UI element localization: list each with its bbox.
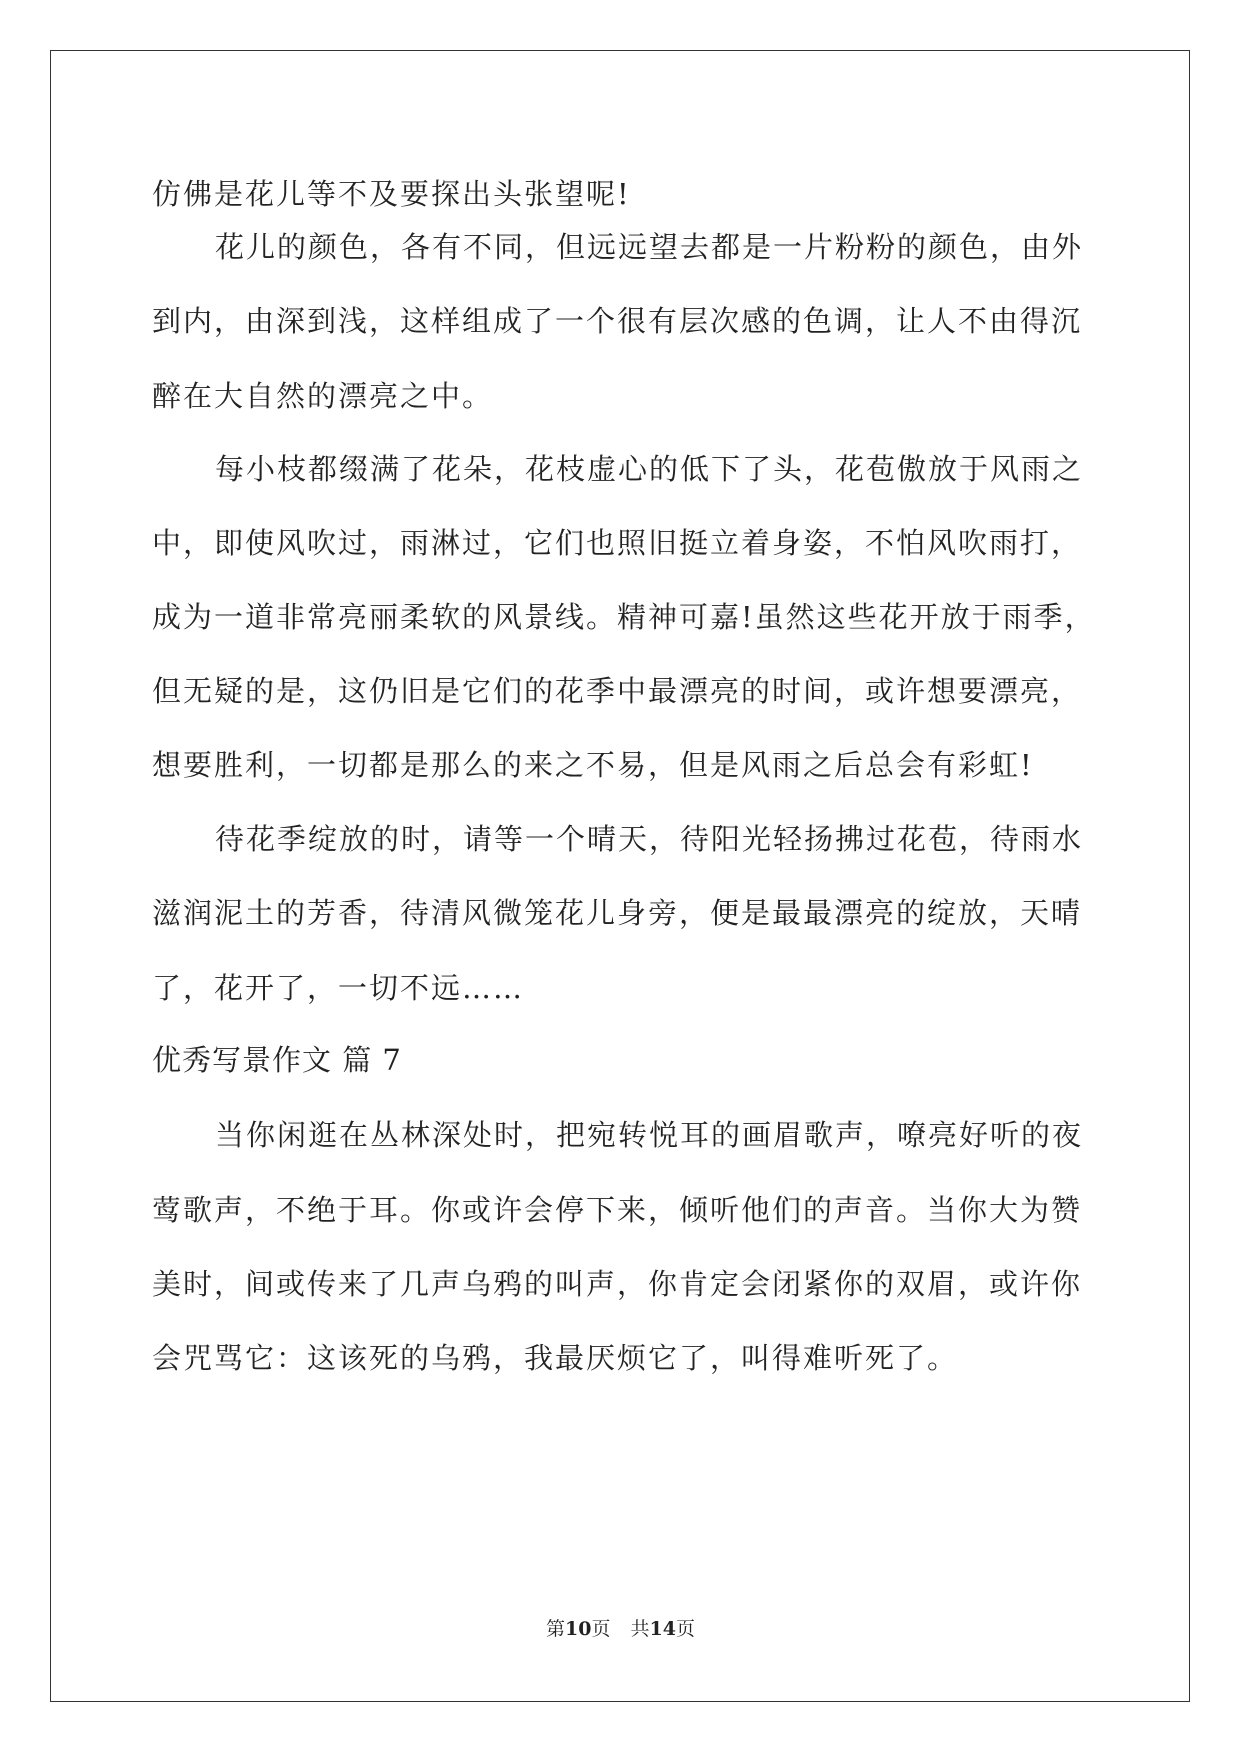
paragraph-line: 花儿的颜色，各有不同，但远远望去都是一片粉粉的颜色，由外 bbox=[215, 230, 1084, 264]
paragraph-line: 了，花开了，一切不远…… bbox=[152, 971, 525, 1005]
paragraph-line: 美时，间或传来了几声乌鸦的叫声，你肯定会闭紧你的双眉，或许你 bbox=[152, 1267, 1083, 1301]
paragraph-line: 但无疑的是，这仍旧是它们的花季中最漂亮的时间，或许想要漂亮， bbox=[152, 674, 1083, 708]
footer-total-suffix: 页 bbox=[675, 1618, 695, 1640]
paragraph-line: 到内，由深到浅，这样组成了一个很有层次感的色调，让人不由得沉 bbox=[152, 304, 1083, 338]
footer-page-suffix: 页 bbox=[591, 1618, 611, 1640]
page-footer bbox=[0, 1617, 1241, 1641]
paragraph-line: 待花季绽放的时，请等一个晴天，待阳光轻扬拂过花苞，待雨水 bbox=[215, 822, 1084, 856]
paragraph-line: 每小枝都缀满了花朵，花枝虚心的低下了头，花苞傲放于风雨之 bbox=[215, 452, 1084, 486]
paragraph-line: 当你闲逛在丛林深处时，把宛转悦耳的画眉歌声，嘹亮好听的夜 bbox=[215, 1118, 1084, 1152]
paragraph-line: 仿佛是花儿等不及要探出头张望呢! bbox=[152, 177, 631, 211]
paragraph-line: 会咒骂它：这该死的乌鸦，我最厌烦它了，叫得难听死了。 bbox=[152, 1341, 959, 1375]
footer-current-page: 10 bbox=[565, 1618, 592, 1640]
paragraph-line: 成为一道非常亮丽柔软的风景线。精神可嘉!虽然这些花开放于雨季， bbox=[152, 600, 1096, 634]
footer-total-pages: 14 bbox=[649, 1618, 676, 1640]
paragraph-line: 想要胜利，一切都是那么的来之不易，但是风雨之后总会有彩虹! bbox=[152, 748, 1034, 782]
footer-total-prefix: 共 bbox=[630, 1618, 650, 1640]
footer-page-prefix: 第 bbox=[546, 1618, 566, 1640]
paragraph-line: 莺歌声，不绝于耳。你或许会停下来，倾听他们的声音。当你大为赞 bbox=[152, 1193, 1083, 1227]
paragraph-line: 醉在大自然的漂亮之中。 bbox=[152, 379, 494, 413]
section-heading: 优秀写景作文 篇 7 bbox=[152, 1043, 402, 1077]
paragraph-line: 滋润泥土的芳香，待清风微笼花儿身旁，便是最最漂亮的绽放，天晴 bbox=[152, 896, 1083, 930]
page-border bbox=[50, 50, 1190, 1702]
paragraph-line: 中，即使风吹过，雨淋过，它们也照旧挺立着身姿，不怕风吹雨打， bbox=[152, 526, 1083, 560]
